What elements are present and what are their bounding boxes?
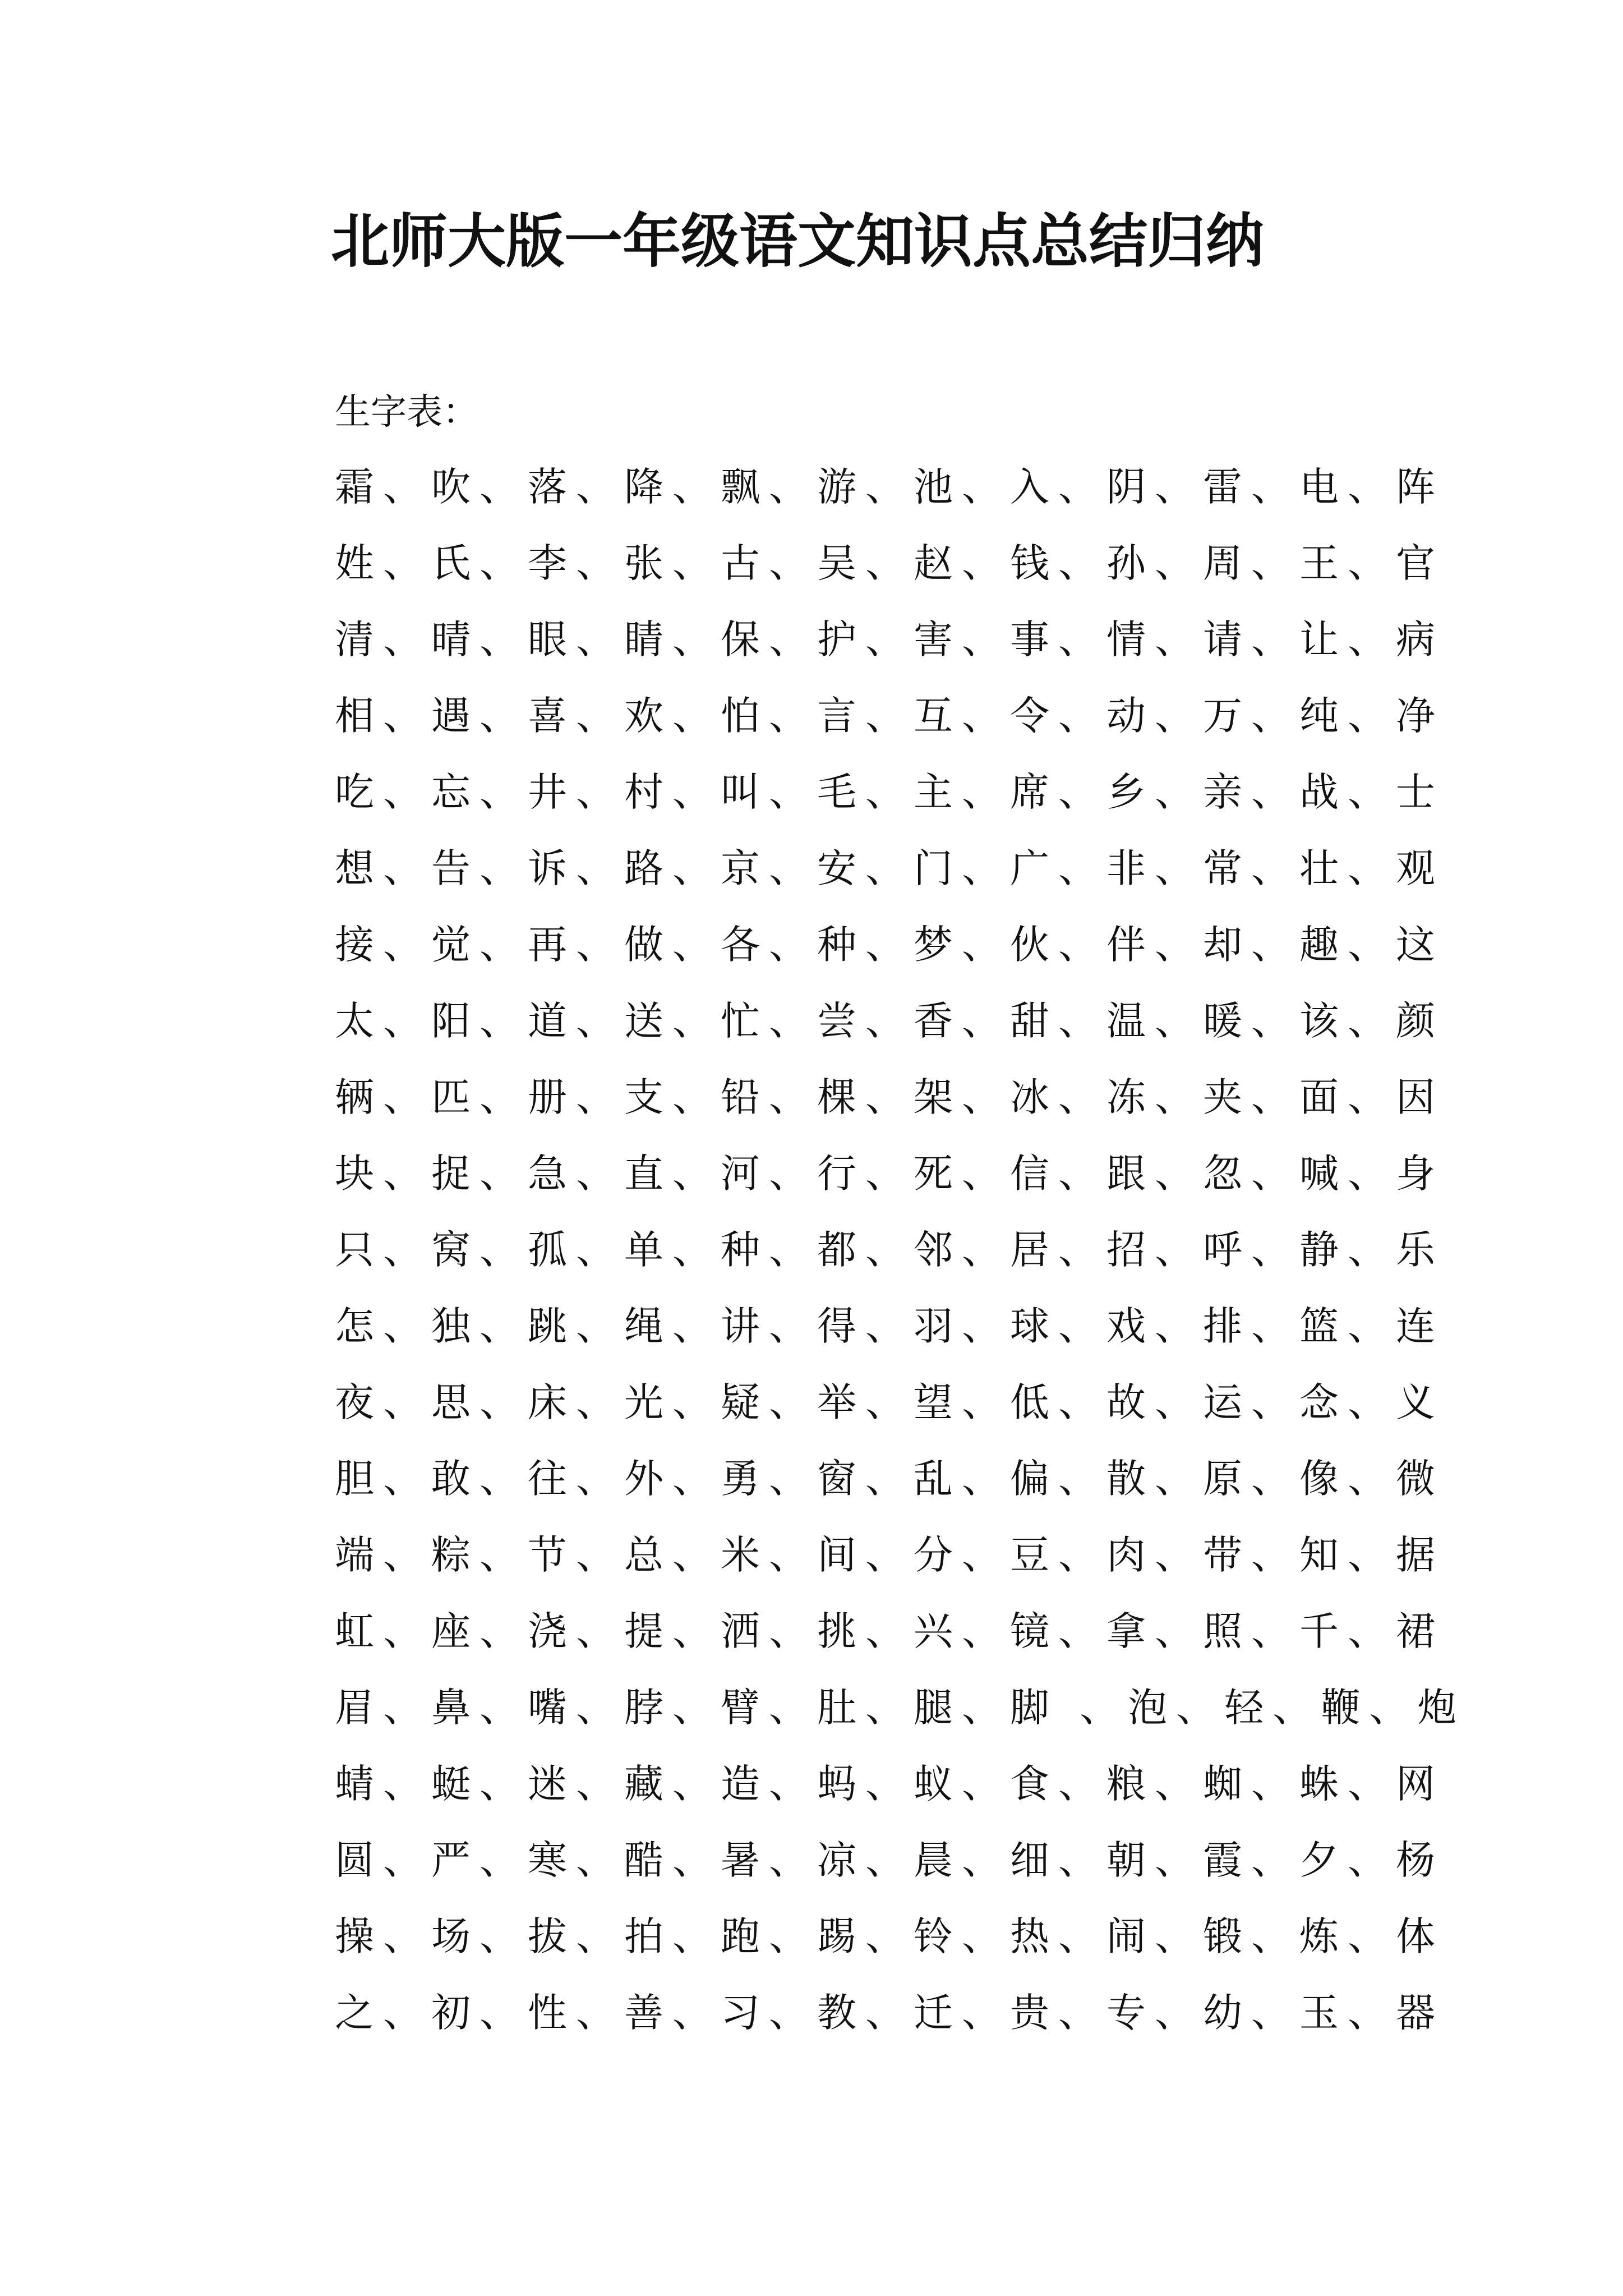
character-row: 夜、思、床、光、疑、举、望、低、故、运、念、义 (335, 1379, 1444, 1425)
section-label: 生字表： (335, 392, 478, 433)
character-row: 辆、匹、册、支、铅、棵、架、冰、冻、夹、面、因 (335, 1074, 1444, 1120)
character-row: 圆、严、寒、酷、暑、凉、晨、细、朝、霞、夕、杨 (335, 1837, 1444, 1883)
character-row: 蜻、蜓、迷、藏、造、蚂、蚁、食、粮、蜘、蛛、网 (335, 1761, 1444, 1807)
character-row: 太、阳、道、送、忙、尝、香、甜、温、暖、该、颜 (335, 998, 1444, 1044)
character-row: 操、场、拔、拍、跑、踢、铃、热、闹、锻、炼、体 (335, 1913, 1444, 1959)
character-table (335, 459, 1466, 2061)
character-row: 姓、氏、李、张、古、吴、赵、钱、孙、周、王、官 (335, 540, 1444, 586)
character-row: 想、告、诉、路、京、安、门、广、非、常、壮、观 (335, 845, 1444, 891)
character-row: 霜、吹、落、降、飘、游、池、入、阴、雷、电、阵 (335, 464, 1444, 510)
character-row: 吃、忘、井、村、叫、毛、主、席、乡、亲、战、士 (335, 769, 1444, 815)
page-title: 北师大版一年级语文知识点总结归纳 (331, 207, 1265, 275)
character-row: 只、窝、孤、单、种、都、邻、居、招、呼、静、乐 (335, 1227, 1444, 1273)
character-row: 胆、敢、往、外、勇、窗、乱、偏、散、原、像、微 (335, 1456, 1444, 1502)
character-row: 怎、独、跳、绳、讲、得、羽、球、戏、排、篮、连 (335, 1303, 1444, 1349)
character-row: 眉、鼻、嘴、脖、臂、肚、腿、脚 、泡、轻、鞭、炮 (335, 1685, 1466, 1731)
character-row: 虹、座、浇、提、洒、挑、兴、镜、拿、照、千、裙 (335, 1608, 1444, 1654)
character-row: 之、初、性、善、习、教、迁、贵、专、幼、玉、器 (335, 1990, 1444, 2036)
character-row: 接、觉、再、做、各、种、梦、伙、伴、却、趣、这 (335, 922, 1444, 968)
character-row: 相、遇、喜、欢、怕、言、互、令、动、万、纯、净 (335, 693, 1444, 739)
character-row: 清、晴、眼、睛、保、护、害、事、情、请、让、病 (335, 616, 1444, 662)
character-row: 块、捉、急、直、河、行、死、信、跟、忽、喊、身 (335, 1151, 1444, 1197)
character-row: 端、粽、节、总、米、间、分、豆、肉、带、知、据 (335, 1532, 1444, 1578)
